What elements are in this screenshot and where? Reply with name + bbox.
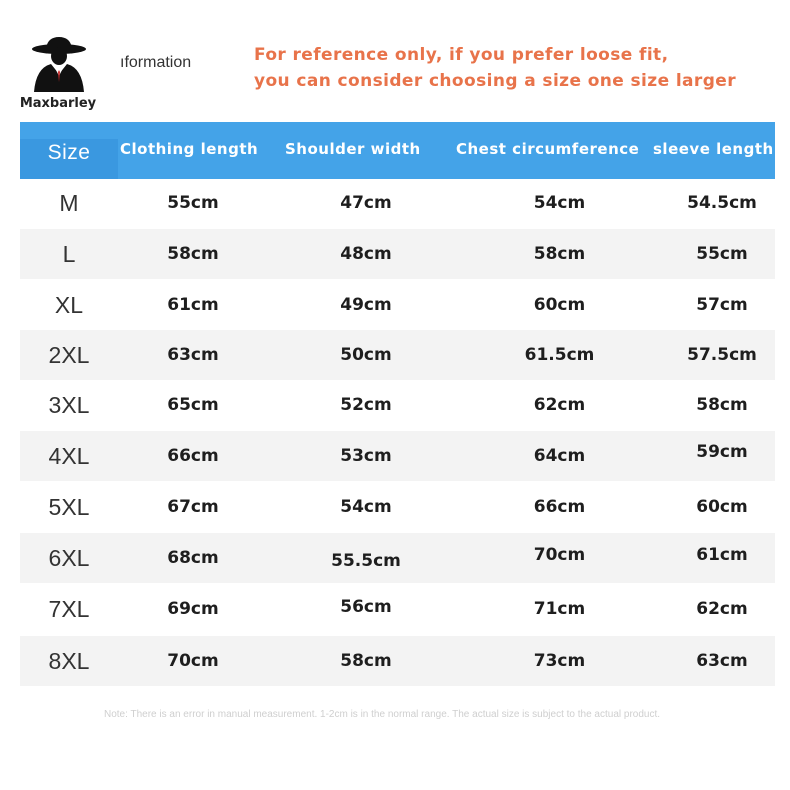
- size-cell: 5XL: [48, 494, 90, 520]
- clothing-length-cell: 65cm: [167, 395, 219, 415]
- clothing-length-cell: 55cm: [167, 193, 219, 213]
- clothing-length-cell: 68cm: [167, 548, 219, 568]
- table-row: [20, 178, 775, 228]
- chest-circumference-cell: 61.5cm: [524, 345, 595, 365]
- sleeve-length-cell: 55cm: [696, 244, 748, 264]
- size-cell: 8XL: [48, 648, 90, 674]
- shoulder-width-cell: 47cm: [340, 193, 392, 213]
- table-row: [20, 330, 775, 380]
- shoulder-width-cell: 48cm: [340, 244, 392, 264]
- header-chest-circumference: Chest circumference: [456, 140, 640, 158]
- chest-circumference-cell: 60cm: [533, 295, 586, 315]
- fit-notice: [254, 42, 774, 94]
- shoulder-width-cell: 50cm: [340, 345, 392, 365]
- header-shoulder-width: Shoulder width: [285, 140, 421, 158]
- size-cell: 2XL: [48, 342, 90, 368]
- sleeve-length-cell: 57.5cm: [687, 345, 757, 365]
- sleeve-length-cell: 62cm: [696, 599, 748, 619]
- shoulder-width-cell: 53cm: [340, 446, 392, 466]
- size-cell: 6XL: [48, 545, 90, 571]
- shoulder-width-cell: 54cm: [340, 497, 392, 517]
- chest-circumference-cell: 70cm: [533, 545, 586, 565]
- chest-circumference-cell: 62cm: [533, 395, 586, 415]
- shoulder-width-cell: 55.5cm: [331, 551, 401, 571]
- table-row: [20, 280, 775, 330]
- header-clothing-length: Clothing length: [120, 140, 259, 158]
- clothing-length-cell: 63cm: [167, 345, 219, 365]
- chest-circumference-cell: 64cm: [533, 446, 586, 466]
- header-sleeve-length: sleeve length: [653, 140, 774, 158]
- table-row: [20, 431, 775, 481]
- table-row: [20, 533, 775, 583]
- clothing-length-cell: 66cm: [167, 446, 219, 466]
- size-cell: M: [59, 190, 79, 216]
- sleeve-length-cell: 60cm: [696, 497, 748, 517]
- shoulder-width-cell: 49cm: [340, 295, 392, 315]
- measurement-note: Note: There is an error in manual measurement. 1-2cm is in the normal range. The actual size is subject to the actual product.: [104, 709, 661, 720]
- brand-name: Maxbarley: [19, 96, 97, 111]
- table-row: [20, 636, 775, 686]
- table-row: [20, 380, 775, 430]
- silhouette-hat-icon: [28, 36, 90, 94]
- size-cell: 7XL: [48, 596, 90, 622]
- fit-notice-line-2: you can consider choosing a size one size larger: [254, 71, 736, 91]
- sleeve-length-cell: 63cm: [696, 651, 748, 671]
- information-label: ıformation: [120, 54, 192, 71]
- brand-logo: [12, 36, 104, 116]
- sleeve-length-cell: 58cm: [696, 395, 748, 415]
- size-cell: 4XL: [48, 443, 90, 469]
- clothing-length-cell: 70cm: [167, 651, 219, 671]
- size-cell: 3XL: [48, 392, 90, 418]
- table-row: [20, 584, 775, 634]
- table-row: [20, 229, 775, 279]
- clothing-length-cell: 67cm: [167, 497, 219, 517]
- chest-circumference-cell: 66cm: [533, 497, 586, 517]
- clothing-length-cell: 58cm: [167, 244, 219, 264]
- table-row: [20, 482, 775, 532]
- chest-circumference-cell: 54cm: [533, 193, 586, 213]
- sleeve-length-cell: 61cm: [696, 545, 748, 565]
- sleeve-length-cell: 54.5cm: [687, 193, 757, 213]
- clothing-length-cell: 69cm: [167, 599, 219, 619]
- chest-circumference-cell: 73cm: [533, 651, 586, 671]
- shoulder-width-cell: 58cm: [340, 651, 392, 671]
- shoulder-width-cell: 56cm: [340, 597, 392, 617]
- fit-notice-line-1: For reference only, if you prefer loose fit,: [254, 45, 669, 65]
- size-cell: L: [62, 241, 76, 267]
- shoulder-width-cell: 52cm: [340, 395, 392, 415]
- chest-circumference-cell: 71cm: [533, 599, 586, 619]
- chest-circumference-cell: 58cm: [533, 244, 586, 264]
- clothing-length-cell: 61cm: [167, 295, 219, 315]
- size-cell: XL: [54, 292, 84, 318]
- sleeve-length-cell: 57cm: [696, 295, 748, 315]
- sleeve-length-cell: 59cm: [696, 442, 748, 462]
- header-size: Size: [47, 141, 91, 164]
